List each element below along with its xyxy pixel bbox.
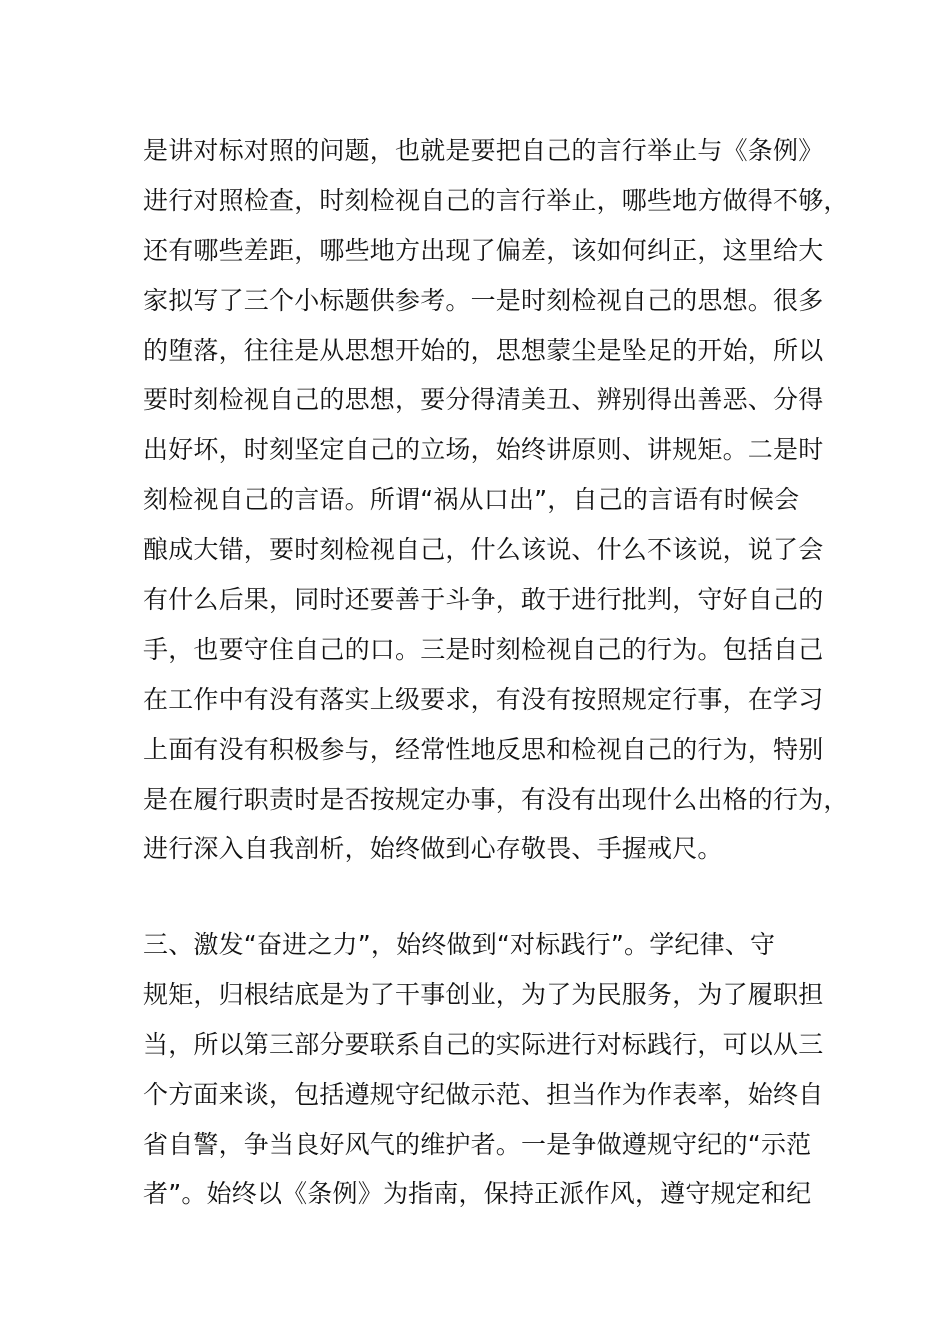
text-line: 出好坏，时刻坚定自己的立场，始终讲原则、讲规矩。二是时	[143, 435, 824, 465]
text-line: 规矩，归根结底是为了干事创业，为了为民服务，为了履职担	[143, 979, 824, 1009]
text-line: 是在履行职责时是否按规定办事，有没有出现什么出格的行为，	[143, 784, 849, 814]
text-line: 进行深入自我剖析，始终做到心存敬畏、手握戒尺。	[143, 834, 723, 864]
text-line: 个方面来谈，包括遵规守纪做示范、担当作为作表率，始终自	[143, 1079, 824, 1109]
paragraph-self-inspection	[143, 126, 849, 874]
text-line: 还有哪些差距，哪些地方出现了偏差，该如何纠正，这里给大	[143, 235, 824, 265]
text-line: 者”。始终以《条例》为指南，保持正派作风，遵守规定和纪	[143, 1179, 812, 1209]
text-line: 要时刻检视自己的思想，要分得清美丑、辨别得出善恶、分得	[143, 385, 824, 415]
text-line: 酿成大错，要时刻检视自己，什么该说、什么不该说，说了会	[143, 535, 824, 565]
text-line: 是讲对标对照的问题，也就是要把自己的言行举止与《条例》	[143, 136, 824, 165]
text-line: 家拟写了三个小标题供参考。一是时刻检视自己的思想。很多	[143, 285, 824, 315]
text-line: 有什么后果，同时还要善于斗争，敢于进行批判，守好自己的	[143, 585, 824, 615]
text-line: 刻检视自己的言语。所谓“祸从口出”，自己的言语有时候会	[143, 485, 800, 515]
text-line: 当，所以第三部分要联系自己的实际进行对标践行，可以从三	[143, 1029, 824, 1059]
text-line: 在工作中有没有落实上级要求，有没有按照规定行事，在学习	[143, 684, 824, 714]
section-heading-line: 三、激发“奋进之力”，始终做到“对标践行”。学纪律、守	[143, 930, 776, 959]
text-line: 的堕落，往往是从思想开始的，思想蒙尘是坠足的开始，所以	[143, 335, 824, 365]
paragraph-section-three	[143, 920, 823, 1219]
text-line: 上面有没有积极参与，经常性地反思和检视自己的行为，特别	[143, 734, 824, 764]
text-line: 进行对照检查，时刻检视自己的言行举止，哪些地方做得不够，	[143, 185, 849, 215]
text-line: 省自警，争当良好风气的维护者。一是争做遵规守纪的“示范	[143, 1129, 812, 1159]
text-line: 手，也要守住自己的口。三是时刻检视自己的行为。包括自己	[143, 634, 824, 664]
